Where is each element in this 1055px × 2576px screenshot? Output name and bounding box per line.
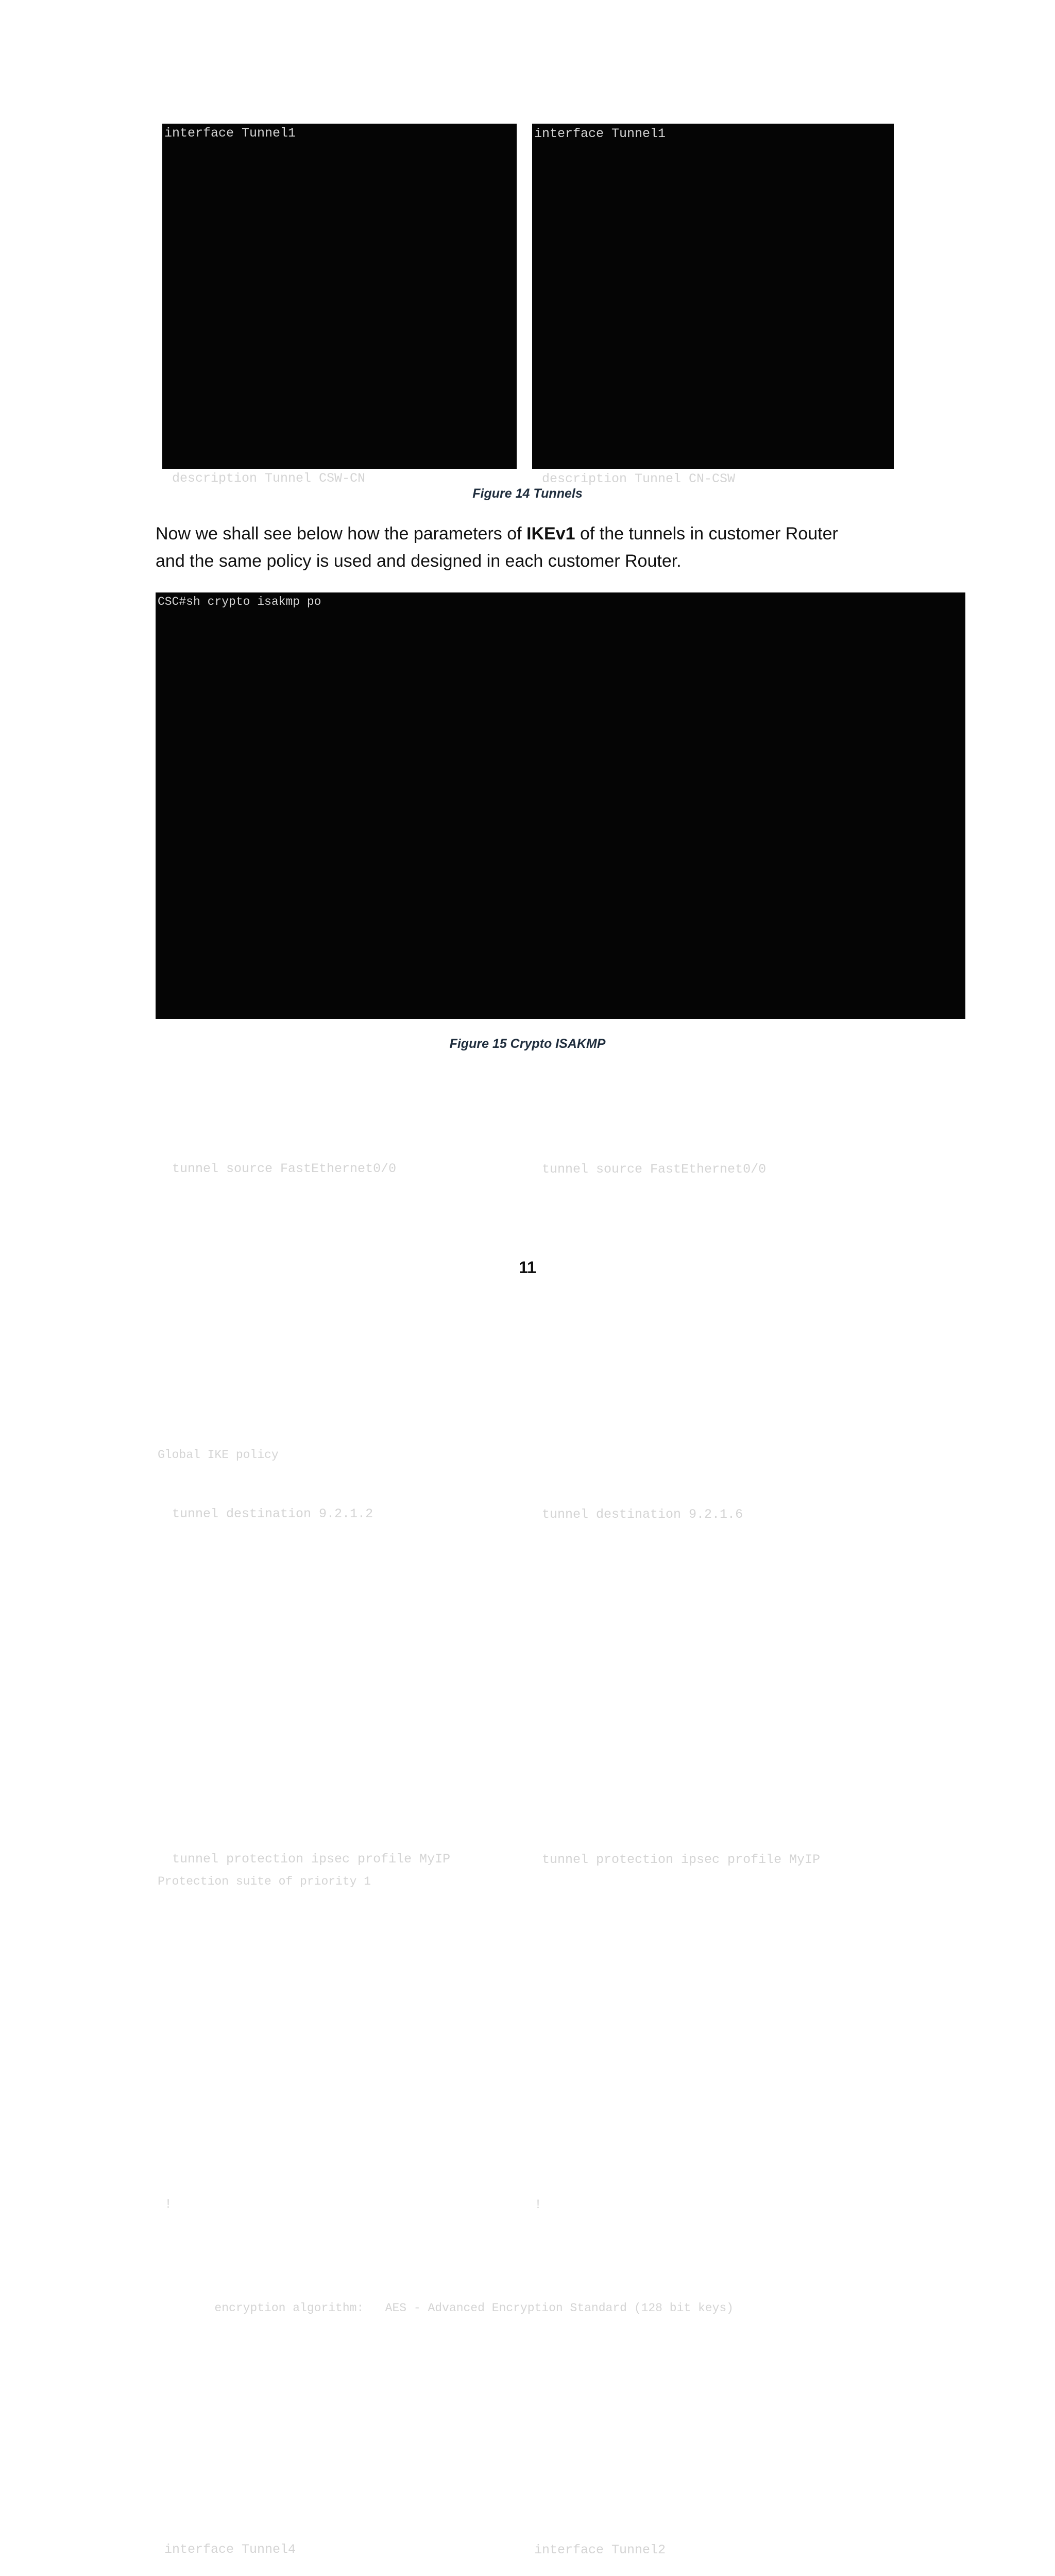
terminal-line: description Tunnel CSW-CN <box>164 471 366 486</box>
figure-caption: Figure 14 Tunnels <box>472 486 583 501</box>
paragraph-bold-term: IKEv1 <box>526 524 575 544</box>
paragraph-text: and the same policy is used and designed in each customer Router. <box>156 551 682 571</box>
terminal-line: interface Tunnel1 <box>534 126 666 141</box>
terminal-line <box>158 1022 965 1448</box>
terminal-line: CSC#sh crypto isakmp po <box>158 595 321 608</box>
terminal-line: tunnel source FastEthernet0/0 <box>164 1161 397 1176</box>
terminal-line: interface Tunnel2 <box>534 2543 666 2557</box>
paragraph-text: Now we shall see below how the parameters of <box>156 524 527 544</box>
terminal-line: tunnel protection ipsec profile MyIP <box>164 1852 451 1867</box>
terminal-line: encryption algorithm: AES - Advanced Encryption Standard (128 bit keys) <box>158 2301 734 2315</box>
body-paragraph <box>156 520 928 575</box>
terminal-line: interface Tunnel1 <box>164 126 296 141</box>
paragraph-text: of the tunnels in customer Router <box>575 524 838 544</box>
terminal-line: interface Tunnel4 <box>164 2542 296 2557</box>
terminal-line: description Tunnel CN-CSW <box>534 471 736 486</box>
page-number: 11 <box>519 1258 536 1277</box>
terminal-line: tunnel destination 9.2.1.2 <box>164 1506 373 1521</box>
figure-caption: Figure 15 Crypto ISAKMP <box>449 1037 606 1051</box>
terminal-line: tunnel source FastEthernet0/0 <box>534 1162 767 1177</box>
terminal-line: Global IKE policy <box>158 1448 279 1462</box>
terminal-line: tunnel destination 9.2.1.6 <box>534 1507 743 1522</box>
terminal-line: ! <box>164 2197 173 2212</box>
terminal-line: tunnel protection ipsec profile MyIP <box>534 1852 821 1867</box>
terminal-line: Protection suite of priority 1 <box>158 1875 371 1888</box>
terminal-line: ! <box>534 2197 542 2212</box>
